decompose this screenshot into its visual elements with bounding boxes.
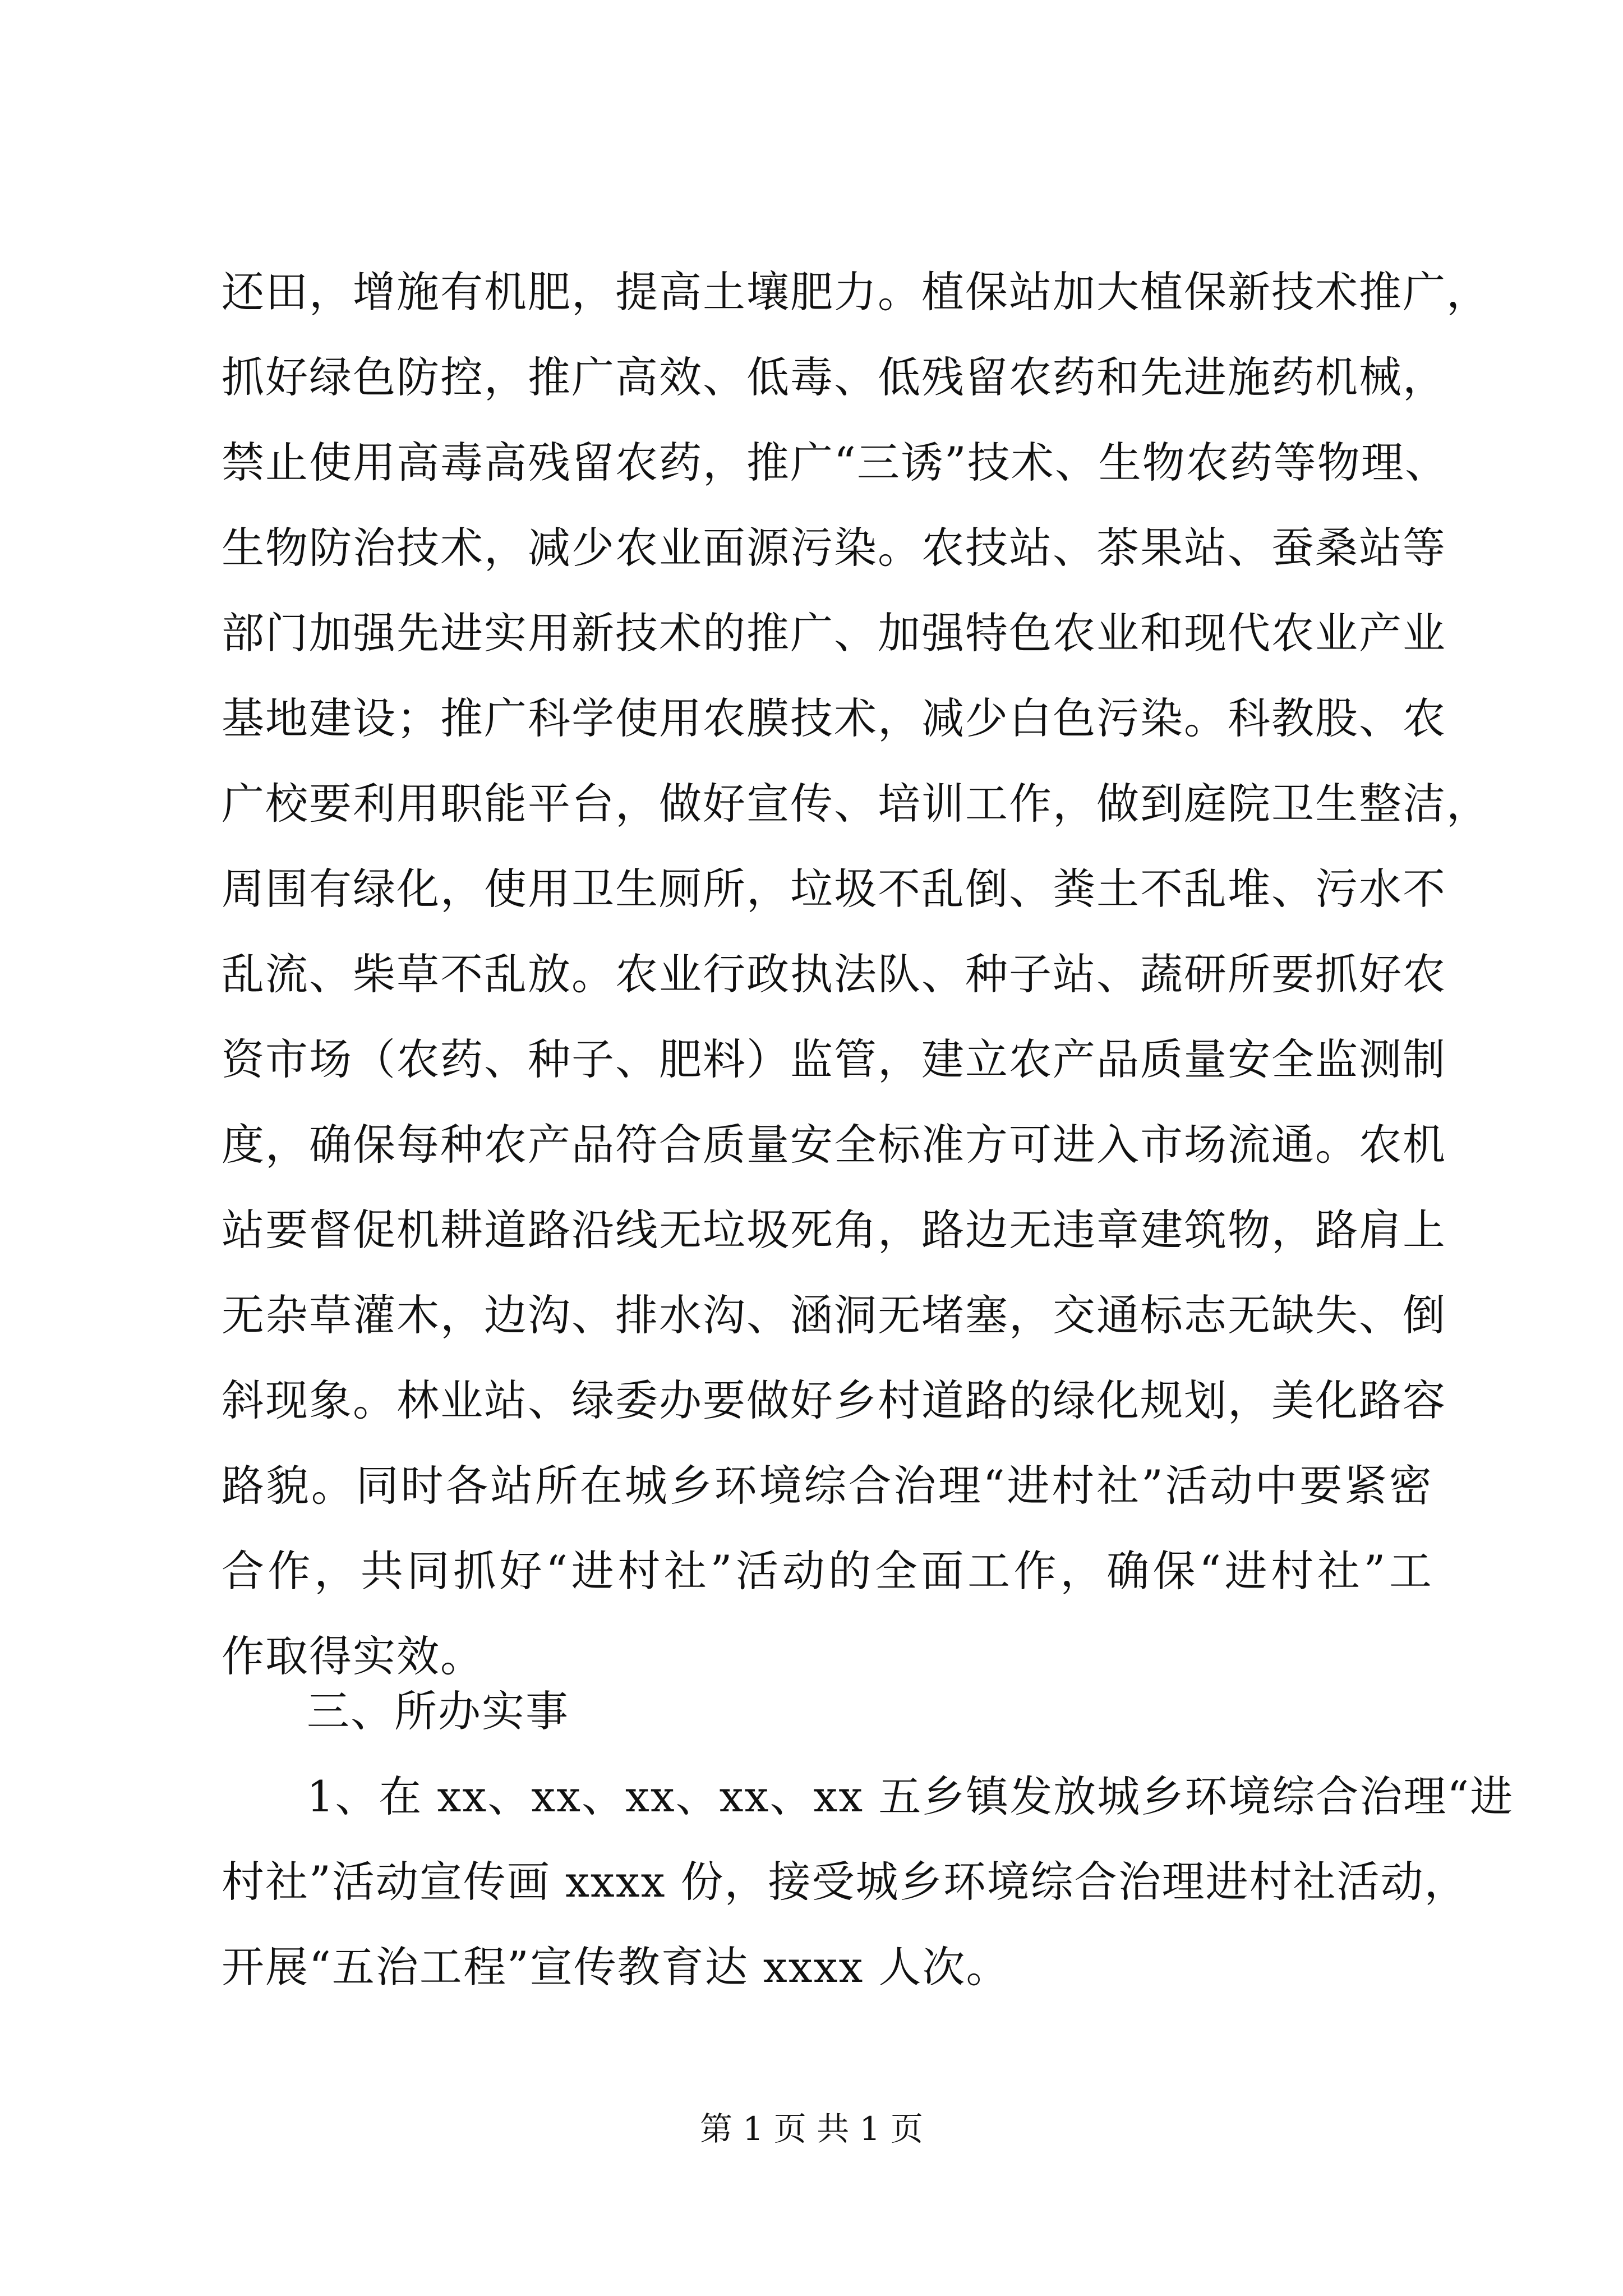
paragraph-line: 作取得实效。 <box>222 1631 484 1681</box>
paragraph-line: 斜现象。林业站、绿委办要做好乡村道路的绿化规划，美化路容 <box>222 1375 1446 1425</box>
list-item <box>222 1754 1514 2010</box>
section-heading: 三、所办实事 <box>307 1686 569 1736</box>
item-line: 开展“五治工程”宣传教育达 xxxx 人次。 <box>222 1942 1010 1992</box>
paragraph-line: 生物防治技术，减少农业面源污染。农技站、茶果站、蚕桑站等 <box>222 523 1446 573</box>
paragraph-line: 资市场（农药、种子、肥料）监管，建立农产品质量安全监测制 <box>222 1034 1446 1084</box>
body-paragraph <box>222 250 1490 1699</box>
paragraph-line: 无杂草灌木，边沟、排水沟、涵洞无堵塞，交通标志无缺失、倒 <box>222 1290 1446 1340</box>
item-line: 村社”活动宣传画 xxxx 份，接受城乡环境综合治理进村社活动， <box>222 1857 1468 1907</box>
paragraph-line: 路貌。同时各站所在城乡环境综合治理“进村社”活动中要紧密 <box>222 1461 1433 1511</box>
paragraph-line: 部门加强先进实用新技术的推广、加强特色农业和现代农业产业 <box>222 608 1446 658</box>
paragraph-line: 还田，增施有机肥，提高土壤肥力。植保站加大植保新技术推广， <box>222 267 1490 317</box>
paragraph-line: 广校要利用职能平台，做好宣传、培训工作，做到庭院卫生整洁， <box>222 779 1490 829</box>
paragraph-line: 站要督促机耕道路沿线无垃圾死角，路边无违章建筑物，路肩上 <box>222 1205 1446 1255</box>
paragraph-line: 周围有绿化，使用卫生厕所，垃圾不乱倒、粪土不乱堆、污水不 <box>222 864 1446 914</box>
page-footer: 第 1 页 共 1 页 <box>700 2110 923 2148</box>
paragraph-line: 合作，共同抓好“进村社”活动的全面工作，确保“进村社”工 <box>222 1546 1433 1596</box>
paragraph-line: 基地建设；推广科学使用农膜技术，减少白色污染。科教股、农 <box>222 693 1446 743</box>
item-line: 1、在 xx、xx、xx、xx、xx 五乡镇发放城乡环境综合治理“进 <box>307 1772 1514 1821</box>
paragraph-line: 禁止使用高毒高残留农药，推广“三诱”技术、生物农药等物理、 <box>222 438 1449 487</box>
paragraph-line: 度，确保每种农产品符合质量安全标准方可进入市场流通。农机 <box>222 1120 1446 1170</box>
paragraph-line: 抓好绿色防控，推广高效、低毒、低残留农药和先进施药机械， <box>222 352 1446 402</box>
paragraph-line: 乱流、柴草不乱放。农业行政执法队、种子站、蔬研所要抓好农 <box>222 949 1446 999</box>
